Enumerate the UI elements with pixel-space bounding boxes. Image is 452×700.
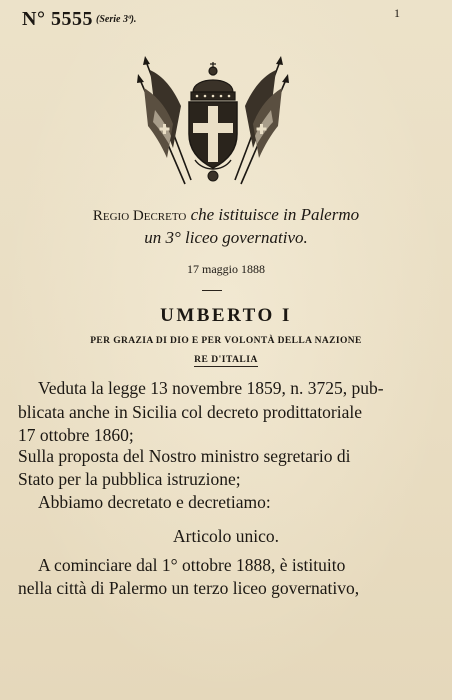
preamble-line: blicata anche in Sicilia col decreto prodittatoriale xyxy=(18,402,363,422)
decree-title-prefix: Regio Decreto xyxy=(92,208,187,224)
divider-rule xyxy=(202,290,222,291)
preamble-line: Stato per la pubblica istruzione; xyxy=(18,469,241,489)
article-line: nella città di Palermo un terzo liceo governativo, xyxy=(18,578,360,598)
sovereign-grace-formula: PER GRAZIA DI DIO E PER VOLONTÀ DELLA NAZIONE xyxy=(90,336,362,346)
page-number: 1 xyxy=(394,6,400,20)
decree-date: 17 maggio 1888 xyxy=(187,262,265,276)
sovereign-title-text: RE D'ITALIA xyxy=(194,355,258,365)
sovereign-name: UMBERTO I xyxy=(160,305,292,326)
sovereign-title xyxy=(0,355,452,365)
decree-number: N° 5555 xyxy=(22,8,93,30)
decree-title-subject: che istituisce in Palermo xyxy=(190,205,360,224)
decree-title-line-1 xyxy=(0,205,452,225)
preamble-line: Veduta la legge 13 novembre 1859, n. 3725, pub- xyxy=(38,378,384,398)
preamble-line: Sulla proposta del Nostro ministro segretario di xyxy=(18,446,351,466)
preamble-line: Abbiamo decretato e decretiamo: xyxy=(38,492,271,512)
article-heading: Articolo unico. xyxy=(173,526,279,546)
article-line: A cominciare dal 1° ottobre 1888, è istituito xyxy=(38,555,346,575)
preamble-line: 17 ottobre 1860; xyxy=(18,425,134,445)
series-label: (Serie 3ª). xyxy=(96,14,137,25)
savoy-coat-of-arms-with-flags-icon xyxy=(133,52,293,187)
decree-title-line-2: un 3° liceo governativo. xyxy=(144,228,308,247)
